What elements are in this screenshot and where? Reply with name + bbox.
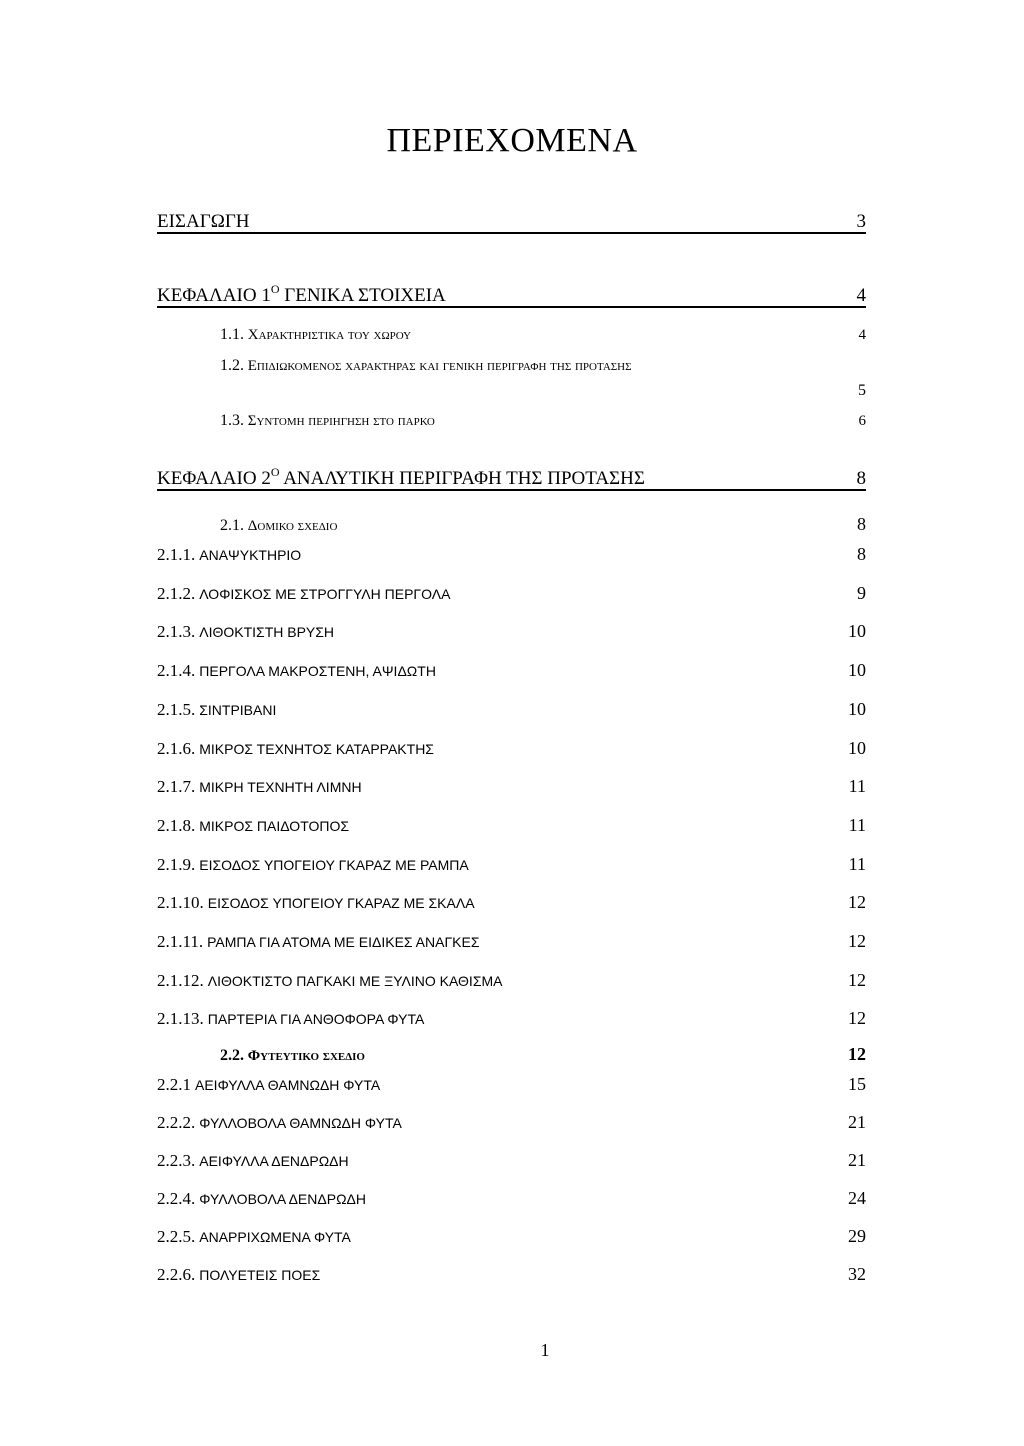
subsection-number: 2.1.2. bbox=[157, 583, 196, 603]
toc-page-number: 12 bbox=[848, 892, 866, 913]
toc-page-number: 3 bbox=[856, 211, 866, 232]
subsection-number: 2.2.1 bbox=[157, 1075, 191, 1094]
subsection-number: 2.1.11. bbox=[157, 932, 204, 951]
footer-page-number: 1 bbox=[540, 1340, 550, 1360]
chapter-prefix: ΚΕΦΑΛΑΙΟ 2 bbox=[157, 468, 271, 489]
toc-entry-section[interactable] bbox=[220, 327, 866, 343]
subsection-number: 2.1.9. bbox=[157, 854, 196, 874]
toc-page-number: 5 bbox=[858, 382, 866, 399]
toc-entry-section[interactable] bbox=[220, 515, 866, 534]
toc-entry-label: ΑΝΑΨΥΚΤΗΡΙΟ bbox=[199, 547, 302, 563]
toc-entry-label: ΑΕΙΦΥΛΛΑ ΔΕΝΔΡΩΔΗ bbox=[199, 1153, 349, 1169]
toc-entry-subsection[interactable] bbox=[157, 1009, 866, 1027]
toc-entry-section[interactable] bbox=[220, 1045, 866, 1064]
toc-entry-label: ΣΙΝΤΡΙΒΑΝΙ bbox=[199, 701, 277, 718]
chapter-ordinal: Ο bbox=[270, 465, 280, 479]
toc-entry-label: Χαρακτηριστικα του χωρου bbox=[247, 327, 412, 343]
toc-page-number: 4 bbox=[856, 285, 866, 306]
toc-page-number: 24 bbox=[848, 1188, 866, 1208]
toc-entry-label: ΜΙΚΡΟΣ ΤΕΧΝΗΤΟΣ ΚΑΤΑΡΡΑΚΤΗΣ bbox=[199, 740, 434, 757]
toc-entry-label: ΛΙΘΟΚΤΙΣΤΗ ΒΡΥΣΗ bbox=[199, 624, 335, 641]
subsection-number: 2.1.1. bbox=[157, 545, 196, 564]
subsection-number: 2.2.3. bbox=[157, 1151, 196, 1170]
toc-page-number: 21 bbox=[848, 1112, 866, 1132]
toc-page-number: 6 bbox=[858, 413, 866, 429]
toc-entry-label: ΦΥΛΛΟΒΟΛΑ ΔΕΝΔΡΩΔΗ bbox=[199, 1191, 366, 1207]
toc-page-number: 8 bbox=[857, 544, 866, 564]
toc-page-number: 10 bbox=[848, 698, 866, 719]
toc-page-number: 29 bbox=[848, 1226, 866, 1246]
subsection-number: 2.1.8. bbox=[157, 815, 196, 835]
toc-entry-subsection[interactable] bbox=[157, 1113, 866, 1131]
toc-entry-label: Δομικο σχεδιο bbox=[247, 518, 338, 534]
toc-page-number: 12 bbox=[848, 931, 866, 951]
page-title: ΠΕΡΙΕΧΟΜΕΝΑ bbox=[386, 122, 638, 159]
subsection-number: 2.1.7. bbox=[157, 777, 196, 797]
toc-page-number: 10 bbox=[848, 660, 866, 681]
toc-entry-subsection[interactable] bbox=[157, 893, 866, 911]
subsection-number: 2.1.5. bbox=[157, 699, 196, 719]
toc-entry-subsection[interactable] bbox=[157, 545, 866, 563]
toc-entry-label: ΕΙΣΟΔΟΣ ΥΠΟΓΕΙΟΥ ΓΚΑΡΑΖ ΜΕ ΡΑΜΠΑ bbox=[199, 856, 469, 873]
toc-page-number: 11 bbox=[848, 814, 866, 835]
toc-entry-subsection[interactable] bbox=[157, 739, 866, 757]
toc-page-number: 4 bbox=[858, 327, 866, 343]
toc-entry-section[interactable] bbox=[220, 413, 866, 429]
toc-entry-label: ΜΙΚΡΟΣ ΠΑΙΔΟΤΟΠΟΣ bbox=[199, 817, 350, 834]
toc-page-number: 12 bbox=[848, 1044, 866, 1064]
toc-entry-label: ΕΙΣΑΓΩΓΗ bbox=[157, 211, 250, 232]
chapter-title: ΑΝΑΛΥΤΙΚΗ ΠΕΡΙΓΡΑΦΗ ΤΗΣ ΠΡΟΤΑΣΗΣ bbox=[279, 468, 645, 489]
toc-entry-label: ΡΑΜΠΑ ΓΙΑ ΑΤΟΜΑ ΜΕ ΕΙΔΙΚΕΣ ΑΝΑΓΚΕΣ bbox=[207, 934, 480, 950]
toc-entry-label: Φυτευτικο σχεδιο bbox=[247, 1048, 365, 1064]
toc-entry-label: ΛΟΦΙΣΚΟΣ ΜΕ ΣΤΡΟΓΓΥΛΗ ΠΕΡΓΟΛΑ bbox=[199, 585, 451, 602]
toc-entry-section[interactable] bbox=[220, 358, 866, 374]
toc-entry-subsection[interactable] bbox=[157, 622, 866, 640]
subsection-number: 2.2.6. bbox=[157, 1265, 196, 1284]
toc-entry-subsection[interactable] bbox=[157, 1151, 866, 1169]
subsection-number: 2.2.4. bbox=[157, 1189, 196, 1208]
toc-page-number: 32 bbox=[848, 1264, 866, 1284]
toc-entry-subsection[interactable] bbox=[157, 1189, 866, 1207]
toc-entry-label: ΑΝΑΡΡΙΧΩΜΕΝΑ ΦΥΤΑ bbox=[199, 1229, 351, 1245]
toc-entry-subsection[interactable] bbox=[157, 700, 866, 718]
toc-entry-label bbox=[157, 466, 645, 488]
section-number: 1.3. bbox=[220, 412, 244, 429]
toc-entry-label: ΕΙΣΟΔΟΣ ΥΠΟΓΕΙΟΥ ΓΚΑΡΑΖ ΜΕ ΣΚΑΛΑ bbox=[207, 895, 475, 912]
subsection-number: 2.1.13. bbox=[157, 1009, 204, 1029]
section-number: 2.1. bbox=[220, 517, 244, 534]
subsection-number: 2.1.3. bbox=[157, 622, 196, 642]
section-number: 1.1. bbox=[220, 326, 244, 343]
toc-entry-label: ΛΙΘΟΚΤΙΣΤΟ ΠΑΓΚΑΚΙ ΜΕ ΞΥΛΙΝΟ ΚΑΘΙΣΜΑ bbox=[207, 972, 503, 989]
toc-page-number: 9 bbox=[857, 582, 866, 603]
toc-page-number: 12 bbox=[848, 1008, 866, 1029]
toc-entry-subsection[interactable] bbox=[157, 584, 866, 602]
toc-entry-subsection[interactable] bbox=[157, 777, 866, 795]
toc-page-number: 8 bbox=[857, 514, 866, 534]
subsection-number: 2.1.6. bbox=[157, 738, 196, 758]
toc-entry-subsection[interactable] bbox=[157, 855, 866, 873]
chapter-ordinal: Ο bbox=[270, 282, 280, 296]
subsection-number: 2.1.12. bbox=[157, 970, 204, 990]
chapter-title: ΓΕΝΙΚΑ ΣΤΟΙΧΕΙΑ bbox=[279, 285, 446, 306]
toc-page-number: 21 bbox=[848, 1150, 866, 1170]
toc-page-number: 12 bbox=[848, 969, 866, 990]
toc-page-number: 15 bbox=[848, 1074, 866, 1094]
toc-entry-subsection[interactable] bbox=[157, 1227, 866, 1245]
toc-entry-label: ΜΙΚΡΗ ΤΕΧΝΗΤΗ ΛΙΜΝΗ bbox=[199, 779, 362, 796]
toc-entry-subsection[interactable] bbox=[157, 932, 866, 950]
toc-entry-label: ΑΕΙΦΥΛΛΑ ΘΑΜΝΩΔΗ ΦΥΤΑ bbox=[195, 1077, 381, 1093]
toc-entry-label bbox=[157, 283, 446, 305]
toc-page-number: 8 bbox=[856, 468, 866, 489]
toc-entry-label: Επιδιωκομενος χαρακτηρας και γενικη περιγραφη της προτασης bbox=[247, 358, 632, 374]
subsection-number: 2.1.4. bbox=[157, 661, 196, 681]
toc-page-number: 10 bbox=[848, 737, 866, 758]
toc-entry-subsection[interactable] bbox=[157, 1075, 866, 1093]
toc-page-number: 11 bbox=[848, 776, 866, 797]
toc-entry-chapter-1[interactable] bbox=[157, 283, 866, 308]
toc-entry-subsection[interactable] bbox=[157, 971, 866, 989]
toc-page-number: 11 bbox=[848, 853, 866, 874]
toc-entry-label: ΠΕΡΓΟΛΑ ΜΑΚΡΟΣΤΕΝΗ, ΑΨΙΔΩΤΗ bbox=[199, 663, 436, 680]
section-number: 1.2. bbox=[220, 357, 244, 374]
chapter-prefix: ΚΕΦΑΛΑΙΟ 1 bbox=[157, 285, 271, 306]
toc-entry-subsection[interactable] bbox=[157, 661, 866, 679]
section-number: 2.2. bbox=[220, 1047, 244, 1064]
toc-entry-intro[interactable] bbox=[157, 212, 866, 234]
toc-entry-label: ΠΟΛΥΕΤΕΙΣ ΠΟΕΣ bbox=[199, 1267, 321, 1283]
toc-entry-subsection[interactable] bbox=[157, 816, 866, 834]
toc-entry-subsection[interactable] bbox=[157, 1265, 866, 1283]
toc-entry-chapter-2[interactable] bbox=[157, 466, 866, 491]
toc-entry-label: Συντομη περιηγηση στο παρκο bbox=[247, 413, 435, 429]
subsection-number: 2.2.2. bbox=[157, 1113, 196, 1132]
subsection-number: 2.2.5. bbox=[157, 1227, 196, 1246]
subsection-number: 2.1.10. bbox=[157, 893, 204, 913]
toc-page-number: 10 bbox=[848, 621, 866, 642]
toc-entry-label: ΠΑΡΤΕΡΙΑ ΓΙΑ ΑΝΘΟΦΟΡΑ ΦΥΤΑ bbox=[207, 1011, 425, 1028]
toc-entry-label: ΦΥΛΛΟΒΟΛΑ ΘΑΜΝΩΔΗ ΦΥΤΑ bbox=[199, 1115, 402, 1131]
